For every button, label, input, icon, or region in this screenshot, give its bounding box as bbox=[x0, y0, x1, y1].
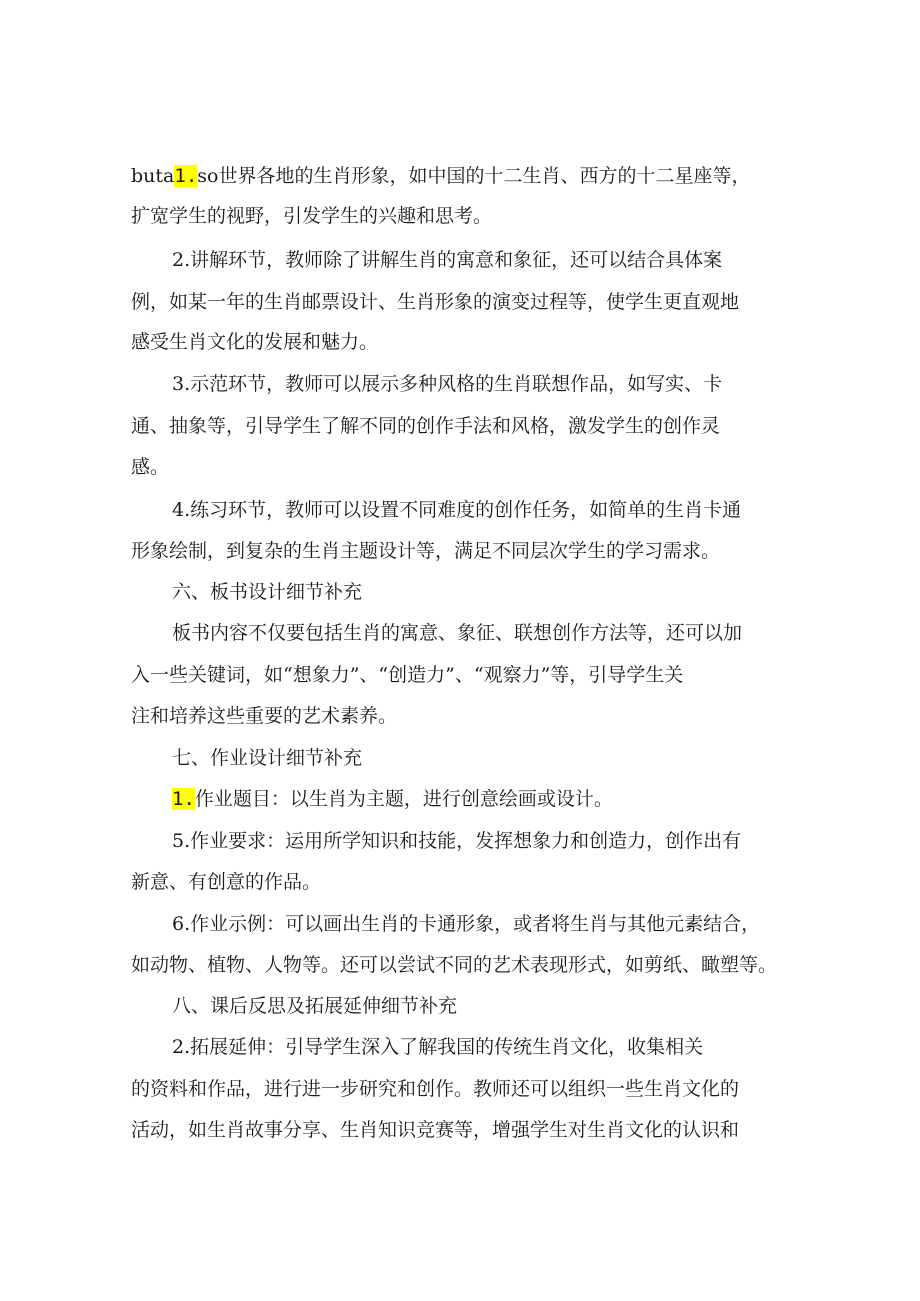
paragraph-line: 例，如某一年的生肖邮票设计、生肖形象的演变过程等，使学生更直观地 bbox=[131, 291, 740, 313]
paragraph-line: 3.示范环节，教师可以展示多种风格的生肖联想作品，如写实、卡 bbox=[172, 373, 723, 395]
highlighted-number: 1. bbox=[174, 165, 198, 187]
paragraph-line: 感受生肖文化的发展和魅力。 bbox=[131, 331, 379, 353]
paragraph-line: 6.作业示例：可以画出生肖的卡通形象，或者将生肖与其他元素结合， bbox=[172, 913, 761, 935]
paragraph-line: 2.拓展延伸：引导学生深入了解我国的传统生肖文化，收集相关 bbox=[172, 1036, 704, 1058]
paragraph-line: 注和培养这些重要的艺术素养。 bbox=[131, 705, 398, 727]
paragraph-line: 扩宽学生的视野，引发学生的兴趣和思考。 bbox=[131, 205, 493, 227]
paragraph-line: 形象绘制，到复杂的生肖主题设计等，满足不同层次学生的学习需求。 bbox=[131, 540, 721, 562]
paragraph-line: 如动物、植物、人物等。还可以尝试不同的艺术表现形式，如剪纸、瞰塑等。 bbox=[131, 954, 778, 976]
paragraph-line: 感。 bbox=[131, 456, 170, 478]
paragraph-line: 入一些关键词，如“想象力”、“创造力”、“观察力”等，引导学生关 bbox=[131, 664, 684, 686]
highlighted-number: 1. bbox=[172, 788, 195, 810]
paragraph-line: 的资料和作品，进行进一步研究和创作。教师还可以组织一些生肖文化的 bbox=[131, 1078, 740, 1100]
section-heading: 八、课后反思及拓展延伸细节补充 bbox=[172, 995, 458, 1017]
section-heading: 六、板书设计细节补充 bbox=[172, 581, 363, 603]
paragraph-line: 2.讲解环节，教师除了讲解生肖的寓意和象征，还可以结合具体案 bbox=[172, 249, 723, 271]
paragraph-line: 5.作业要求：运用所学知识和技能，发挥想象力和创造力，创作出有 bbox=[172, 830, 742, 852]
paragraph-line bbox=[131, 164, 811, 188]
paragraph-line bbox=[172, 787, 852, 811]
line-prefix: buta bbox=[131, 165, 175, 187]
paragraph-line: 新意、有创意的作品。 bbox=[131, 871, 322, 893]
paragraph-line: 4.练习环节，教师可以设置不同难度的创作任务，如简单的生肖卡通 bbox=[172, 499, 742, 521]
line-text: 作业题目：以生肖为主题，进行创意绘画或设计。 bbox=[194, 788, 613, 810]
paragraph-line: 板书内容不仅要包括生肖的寓意、象征、联想创作方法等，还可以加 bbox=[172, 622, 743, 644]
paragraph-line: 活动，如生肖故事分享、生肖知识竞赛等，增强学生对生肖文化的认识和 bbox=[131, 1119, 740, 1141]
line-text: so世界各地的生肖形象，如中国的十二生肖、西方的十二星座等， bbox=[197, 165, 751, 187]
paragraph-line: 通、抽象等，引导学生了解不同的创作手法和风格，激发学生的创作灵 bbox=[131, 415, 721, 437]
section-heading: 七、作业设计细节补充 bbox=[172, 747, 363, 769]
